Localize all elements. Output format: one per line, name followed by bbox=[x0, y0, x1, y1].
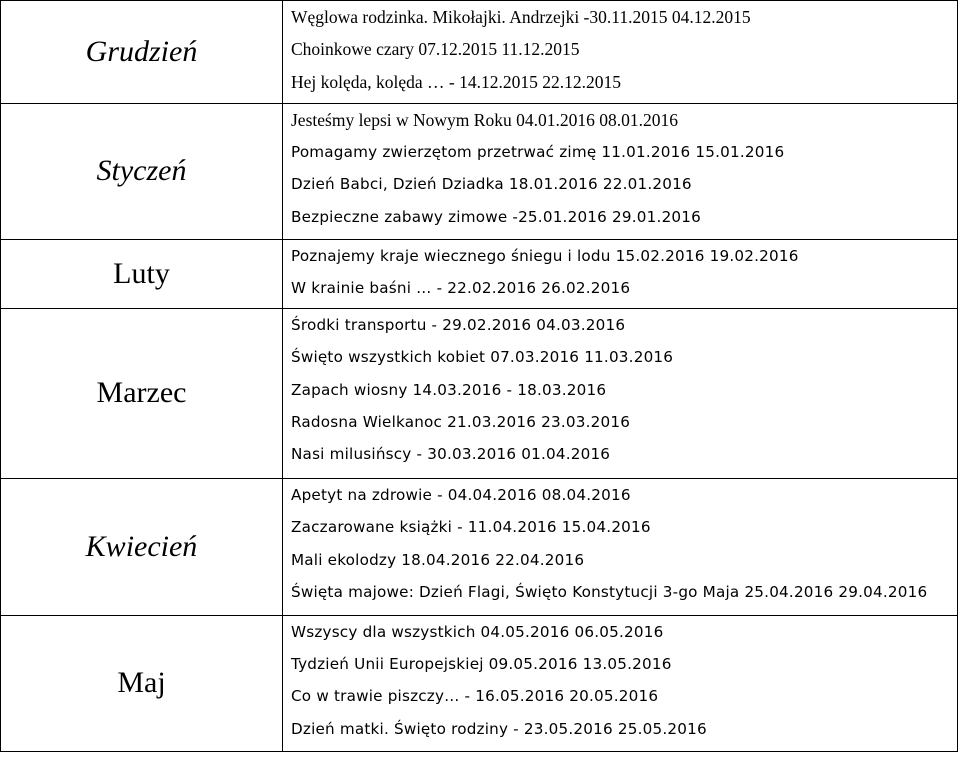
event-item: Radosna Wielkanoc 21.03.2016 23.03.2016 bbox=[291, 412, 631, 431]
events-cell bbox=[283, 1, 958, 104]
event-item: Choinkowe czary 07.12.2015 11.12.2015 bbox=[291, 39, 580, 60]
month-row bbox=[1, 615, 958, 752]
event-item: Zaczarowane książki - 11.04.2016 15.04.2016 bbox=[291, 518, 651, 537]
event-item: Hej kolęda, kolęda … - 14.12.2015 22.12.2015 bbox=[291, 71, 622, 92]
event-item: Węglowa rodzinka. Mikołajki. Andrzejki -30.11.2015 04.12.2015 bbox=[291, 7, 751, 27]
events-cell bbox=[283, 479, 958, 615]
month-cell bbox=[1, 240, 283, 309]
event-item: Środki transportu - 29.02.2016 04.03.2016 bbox=[291, 315, 626, 334]
event-item: Wszyscy dla wszystkich 04.05.2016 06.05.2016 bbox=[291, 622, 664, 641]
month-row bbox=[1, 240, 958, 309]
event-item: Dzień matki. Święto rodziny - 23.05.2016 25.05.2016 bbox=[291, 719, 707, 738]
event-item: Tydzień Unii Europejskiej 09.05.2016 13.05.2016 bbox=[291, 654, 672, 673]
events-cell bbox=[283, 103, 958, 239]
month-name: Luty bbox=[113, 256, 170, 290]
schedule-table-body bbox=[1, 1, 958, 752]
event-item: Święta majowe: Dzień Flagi, Święto Konstytucji 3-go Maja 25.04.2016 29.04.2016 bbox=[291, 583, 928, 602]
events-cell bbox=[283, 308, 958, 478]
events-cell bbox=[283, 615, 958, 752]
month-cell bbox=[1, 479, 283, 615]
month-cell bbox=[1, 615, 283, 752]
month-name: Maj bbox=[117, 666, 166, 700]
month-row bbox=[1, 479, 958, 615]
month-cell bbox=[1, 308, 283, 478]
event-item: Poznajemy kraje wiecznego śniegu i lodu 15.02.2016 19.02.2016 bbox=[291, 247, 799, 266]
event-item: W krainie baśni … - 22.02.2016 26.02.2016 bbox=[291, 279, 631, 298]
month-name: Marzec bbox=[96, 376, 187, 410]
month-name: Styczeń bbox=[96, 154, 187, 188]
event-item: Apetyt na zdrowie - 04.04.2016 08.04.2016 bbox=[291, 486, 631, 505]
events-cell bbox=[283, 240, 958, 309]
month-row bbox=[1, 1, 958, 104]
event-item: Zapach wiosny 14.03.2016 - 18.03.2016 bbox=[291, 380, 607, 399]
month-name: Kwiecień bbox=[85, 529, 198, 563]
event-item: Co w trawie piszczy… - 16.05.2016 20.05.2016 bbox=[291, 687, 659, 706]
event-item: Bezpieczne zabawy zimowe -25.01.2016 29.01.2016 bbox=[291, 207, 702, 226]
event-item: Mali ekolodzy 18.04.2016 22.04.2016 bbox=[291, 550, 585, 569]
event-item: Nasi milusińscy - 30.03.2016 01.04.2016 bbox=[291, 445, 611, 464]
month-row bbox=[1, 308, 958, 478]
event-item: Dzień Babci, Dzień Dziadka 18.01.2016 22.01.2016 bbox=[291, 175, 692, 194]
month-cell bbox=[1, 1, 283, 104]
event-item: Pomagamy zwierzętom przetrwać zimę 11.01.2016 15.01.2016 bbox=[291, 142, 785, 161]
event-item: Jesteśmy lepsi w Nowym Roku 04.01.2016 08.01.2016 bbox=[291, 109, 678, 130]
month-name: Grudzień bbox=[85, 34, 198, 68]
month-row bbox=[1, 103, 958, 239]
month-cell bbox=[1, 103, 283, 239]
event-item: Święto wszystkich kobiet 07.03.2016 11.03.2016 bbox=[291, 348, 674, 367]
